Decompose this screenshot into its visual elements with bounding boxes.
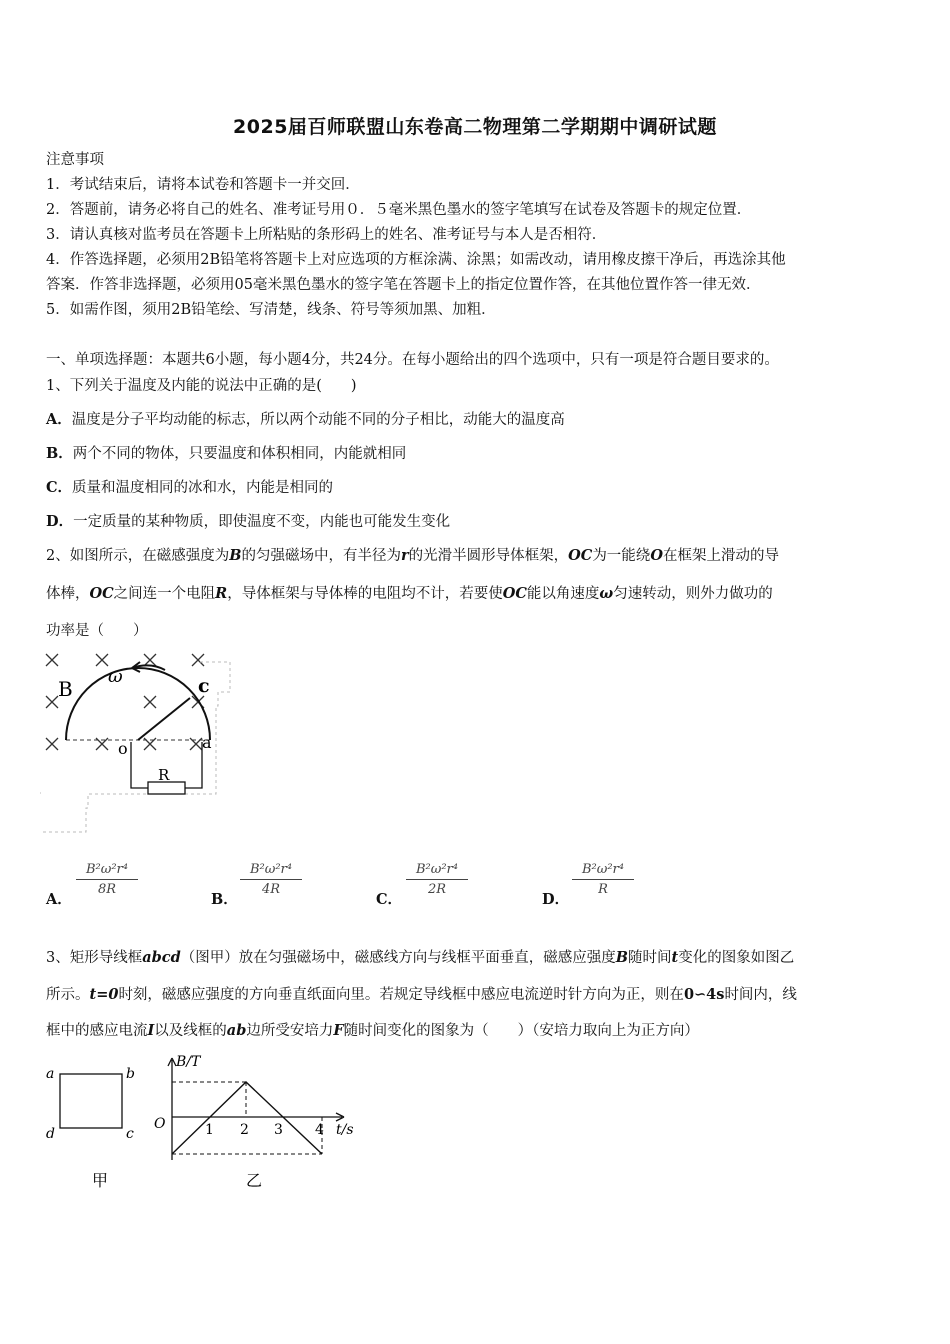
- symbol-f: F: [333, 1022, 344, 1039]
- denominator: 4R: [261, 882, 281, 897]
- q3-stem-line2: [46, 985, 797, 1005]
- q2-option-a-formula: [76, 862, 138, 897]
- q2-stem-line1: [46, 546, 779, 566]
- symbol-oc: OC: [502, 585, 527, 602]
- ylabel: B/T: [176, 1054, 201, 1070]
- symbol-ab: ab: [226, 1022, 247, 1039]
- denominator: 8R: [97, 882, 117, 897]
- text: 在框架上滑动的导: [662, 548, 779, 564]
- q2-option-d-formula: [572, 862, 634, 897]
- numerator: B²ω²r⁴: [76, 862, 138, 880]
- time-range: 0∽4s: [683, 986, 725, 1003]
- q1-option-a: [46, 410, 565, 430]
- section-heading: 一、单项选择题：本题共6小题，每小题4分，共24分。在每小题给出的四个选项中，只有一项是符合题目要求的。: [46, 352, 779, 368]
- text: 之间连一个电阻: [113, 586, 216, 602]
- q1-option-b: [46, 444, 406, 464]
- label-b: b: [126, 1066, 135, 1082]
- q3-figure-jia: [40, 1058, 150, 1198]
- symbol-b: B: [229, 547, 242, 564]
- notice-item: 5．如需作图，须用2B铅笔绘、写清楚，线条、符号等须加黑、加粗．: [46, 302, 496, 318]
- option-text: 温度是分子平均动能的标志，所以两个动能不同的分子相比，动能大的温度高: [71, 412, 565, 428]
- origin-label: O: [154, 1116, 166, 1132]
- numerator: B²ω²r⁴: [240, 862, 302, 880]
- caption-yi: 乙: [246, 1171, 263, 1190]
- text: 随时间: [628, 950, 672, 966]
- text: 所示。: [46, 987, 90, 1003]
- symbol-r: R: [215, 585, 228, 602]
- symbol-abcd: abcd: [142, 949, 181, 966]
- q2-option-c-letter: C．: [376, 891, 403, 908]
- q1-stem: 1、下列关于温度及内能的说法中正确的是( ): [46, 378, 357, 394]
- option-letter: D．: [46, 513, 74, 530]
- text: 为一能绕: [592, 548, 651, 564]
- b-t-line: [172, 1082, 322, 1154]
- label-c: c: [126, 1126, 134, 1142]
- notice-item: 4．作答选择题，必须用2B铅笔将答题卡上对应选项的方框涂满、涂黑；如需改动，请用橡皮擦干净后，再选涂其他: [46, 252, 786, 268]
- tick-label: 4: [315, 1122, 324, 1138]
- text: 时刻，磁感应强度的方向垂直纸面向里。若规定导线框中感应电流逆时针方向为正，则在: [118, 987, 684, 1003]
- text: 的光滑半圆形导体框架，: [408, 548, 569, 564]
- text: 2、如图所示，在磁感强度为: [46, 548, 230, 564]
- notice-item: 答案．作答非选择题，必须用05毫米黑色墨水的签字笔在答题卡上的指定位置作答，在其他位置作答一律无效．: [46, 277, 761, 293]
- option-letter: C．: [46, 479, 73, 496]
- q2-option-b-formula: [240, 862, 302, 897]
- label-a: a: [46, 1066, 55, 1082]
- option-text: 质量和温度相同的冰和水，内能是相同的: [72, 480, 334, 496]
- symbol-t0: t=0: [89, 986, 119, 1003]
- notice-item: 3．请认真核对监考员在答题卡上所粘贴的条形码上的姓名、准考证号与本人是否相符．: [46, 227, 607, 243]
- numerator: B²ω²r⁴: [572, 862, 634, 880]
- option-text: 一定质量的某种物质，即使温度不变，内能也可能发生变化: [73, 514, 451, 530]
- label-c: c: [198, 675, 210, 697]
- caption-jia: 甲: [92, 1171, 109, 1190]
- label-d: d: [46, 1126, 55, 1142]
- q1-option-c: [46, 478, 333, 498]
- option-text: 两个不同的物体，只要温度和体积相同，内能就相同: [72, 446, 407, 462]
- q3-stem-line1: [46, 948, 794, 968]
- text: 3、矩形导线框: [46, 950, 143, 966]
- q2-option-c-formula: [406, 862, 468, 897]
- q2-option-b-letter: B．: [211, 891, 238, 908]
- text: （图甲）放在匀强磁场中，磁感线方向与线框平面垂直，磁感应强度: [180, 950, 616, 966]
- page-title: 2025届百师联盟山东卷高二物理第二学期期中调研试题: [233, 116, 717, 138]
- label-omega: ω: [108, 666, 123, 687]
- text: 时间内，线: [724, 987, 797, 1003]
- label-r: R: [158, 766, 170, 784]
- tick-label: 2: [240, 1122, 249, 1138]
- q2-stem-line3: 功率是（ ）: [46, 623, 148, 639]
- text: 体棒，: [46, 586, 90, 602]
- q2-option-a-letter: A．: [46, 891, 72, 908]
- text: 的匀强磁场中，有半径为: [241, 548, 401, 564]
- text: 随时间变化的图象为（ ）（安培力取向上为正方向）: [343, 1023, 699, 1039]
- text: 能以角速度: [526, 586, 600, 602]
- wire-frame: [60, 1074, 122, 1128]
- text: 变化的图象如图乙: [678, 950, 795, 966]
- q2-option-d-letter: D．: [542, 891, 570, 908]
- text: 以及线框的: [154, 1023, 227, 1039]
- notice-item: 1．考试结束后，请将本试卷和答题卡一并交回．: [46, 177, 360, 193]
- symbol-r: r: [401, 547, 409, 564]
- denominator: 2R: [427, 882, 447, 897]
- q3-figure-yi: [150, 1050, 370, 1200]
- q3-stem-line3: [46, 1021, 699, 1041]
- q2-stem-line2: [46, 584, 773, 604]
- symbol-oc: OC: [89, 585, 114, 602]
- option-letter: B．: [46, 445, 73, 462]
- denominator: R: [598, 882, 608, 897]
- xlabel: t/s: [336, 1122, 354, 1138]
- label-o: o: [118, 739, 128, 758]
- q1-option-d: [46, 512, 450, 532]
- text: 框中的感应电流: [46, 1023, 148, 1039]
- text: 边所受安培力: [246, 1023, 334, 1039]
- symbol-o: O: [650, 547, 663, 564]
- tick-label: 3: [274, 1122, 283, 1138]
- tick-label: 1: [205, 1122, 214, 1138]
- q2-figure: [40, 648, 240, 834]
- symbol-i: I: [147, 1022, 155, 1039]
- numerator: B²ω²r⁴: [406, 862, 468, 880]
- symbol-oc: OC: [568, 547, 593, 564]
- notice-item: 2．答题前，请务必将自己的姓名、准考证号用０．５毫米黑色墨水的签字笔填写在试卷及答题卡的规定位置．: [46, 202, 752, 218]
- text: ，导体框架与导体棒的电阻均不计，若要使: [227, 586, 503, 602]
- notice-heading: 注意事项: [46, 152, 104, 168]
- label-b: B: [58, 677, 73, 701]
- label-a: a: [202, 733, 212, 752]
- symbol-t: t: [671, 949, 679, 966]
- text: 匀速转动，则外力做功的: [613, 586, 773, 602]
- option-letter: A．: [46, 411, 72, 428]
- symbol-omega: ω: [599, 585, 614, 602]
- symbol-b: B: [615, 949, 629, 966]
